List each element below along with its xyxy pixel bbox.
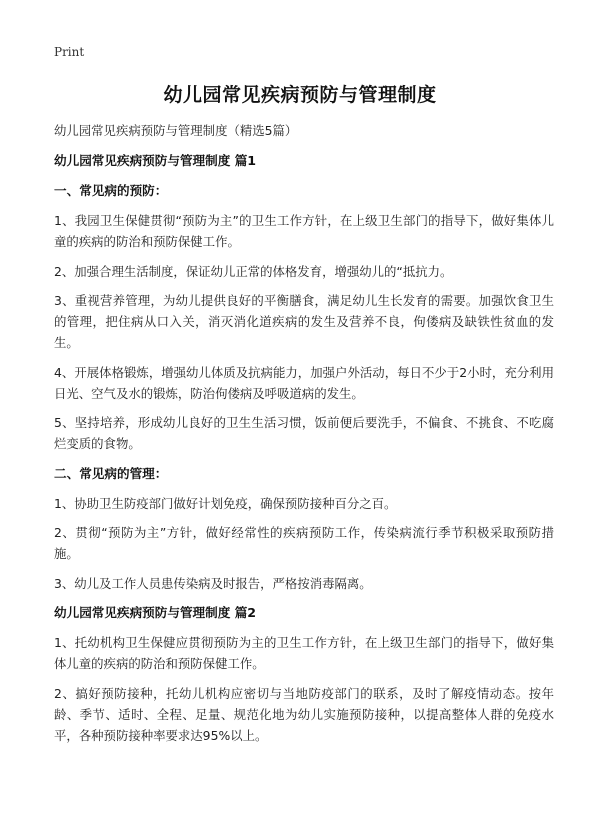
paragraph: 4、开展体格锻炼，增强幼儿体质及抗病能力，加强户外活动，每日不少于2小时，充分利用日光、空气及水的锻炼，防治佝偻病及呼吸道病的发生。 xyxy=(54,364,554,401)
document-title: 幼儿园常见疾病预防与管理制度 xyxy=(163,84,437,106)
paragraph: 3、幼儿及工作人员患传染病及时报告，严格按消毒隔离。 xyxy=(54,575,372,591)
paragraph: 1、托幼机构卫生保健应贯彻预防为主的卫生工作方针，在上级卫生部门的指导下，做好集体儿童的疾病的防治和预防保健工作。 xyxy=(54,635,554,671)
section-management-heading: 二、常见病的管理： xyxy=(54,465,168,481)
document-body xyxy=(54,120,554,754)
section-prevention-heading: 一、常见病的预防： xyxy=(54,183,168,198)
chapter-1-heading: 幼儿园常见疾病预防与管理制度 篇1 xyxy=(54,153,257,168)
chapter-2-heading: 幼儿园常见疾病预防与管理制度 篇2 xyxy=(54,605,257,620)
print-link[interactable]: Print xyxy=(54,45,85,59)
paragraph: 1、我园卫生保健贯彻“预防为主”的卫生工作方针，在上级卫生部门的指导下，做好集体儿童的疾病的防治和预防保健工作。 xyxy=(54,213,554,249)
paragraph: 3、重视营养管理，为幼儿提供良好的平衡膳食，满足幼儿生长发育的需要。加强饮食卫生的管理，把住病从口入关，消灭消化道疾病的发生及营养不良，佝偻病及缺铁性贫血的发生。 xyxy=(54,293,554,350)
paragraph: 2、贯彻“预防为主”方针，做好经常性的疾病预防工作，传染病流行季节积极采取预防措施。 xyxy=(54,525,554,561)
paragraph: 1、协助卫生防疫部门做好计划免疫，确保预防接种百分之百。 xyxy=(54,495,397,511)
paragraph: 2、搞好预防接种，托幼儿机构应密切与当地防疫部门的联系，及时了解疫情动态。按年龄、季节、适时、全程、足量、规范化地为幼儿实施预防接种，以提高整体人群的免疫水平，各种预防接种率要求达95%以上。 xyxy=(54,685,554,743)
document-subtitle: 幼儿园常见疾病预防与管理制度（精选5篇） xyxy=(54,123,298,138)
paragraph: 5、坚持培养，形成幼儿良好的卫生生活习惯，饭前便后要洗手，不偏食、不挑食、不吃腐烂变质的食物。 xyxy=(54,415,554,451)
paragraph: 2、加强合理生活制度，保证幼儿正常的体格发育，增强幼儿的“抵抗力。 xyxy=(54,263,453,279)
